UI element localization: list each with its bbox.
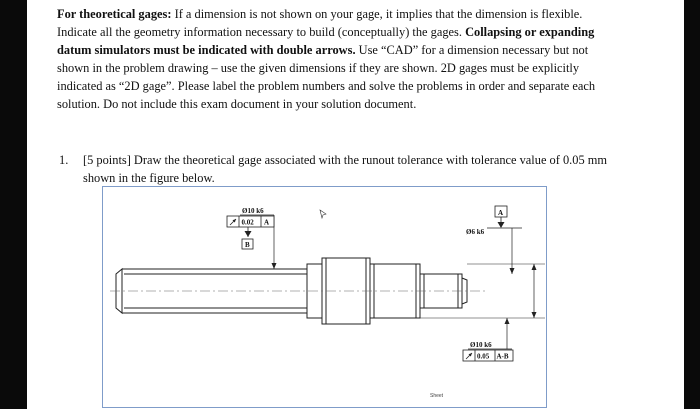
datum-b-label: B [245,241,250,249]
right-diameter-label: Ø10 k6 [470,341,492,349]
question-text: [5 points] Draw the theoretical gage associated with the runout tolerance with tolerance value of 0.05 mm shown in the figure below. [83,153,608,185]
right-fcf-tolerance: 0.05 [477,352,490,361]
question-number: 1. [59,153,69,167]
photo-dark-border-left [0,0,27,409]
instructions-heading: For theoretical gages: [57,7,172,21]
question-1 [59,152,623,187]
photo-dark-border-right [684,0,700,409]
instructions-paragraph [57,6,617,113]
instructions-text-1: If a dimension is not shown on your gage, it implies that the dimension is flexible. Indicate all the geometry information necessary to build (conceptually) the gages. [57,7,583,39]
left-fcf-tolerance: 0.02 [241,218,254,227]
mid-diameter-label: Ø6 k6 [466,228,485,236]
left-fcf-datum: A [264,218,270,227]
figure-frame [103,187,547,408]
shaft-drawing-figure [102,186,547,408]
right-fcf-datum: A-B [496,352,509,361]
sheet-label: Sheet [430,393,444,399]
instructions-bold-rule: Collapsing or expanding datum simulators must be indicated with double arrows. [57,24,595,57]
datum-a-label: A [498,209,504,217]
shaft-drawing-svg [102,186,547,408]
instructions-text-2: Use “CAD” for a dimension necessary but not shown in the problem drawing – use the given dimensions if they are shown. 2D gages must be explicitly indicated as “2D gage”. Please label the problem numbers and solve the problems in order and separate each solution. Do not include this exam document in your solution document. [57,42,596,111]
left-diameter-label: Ø10 k6 [242,207,264,215]
